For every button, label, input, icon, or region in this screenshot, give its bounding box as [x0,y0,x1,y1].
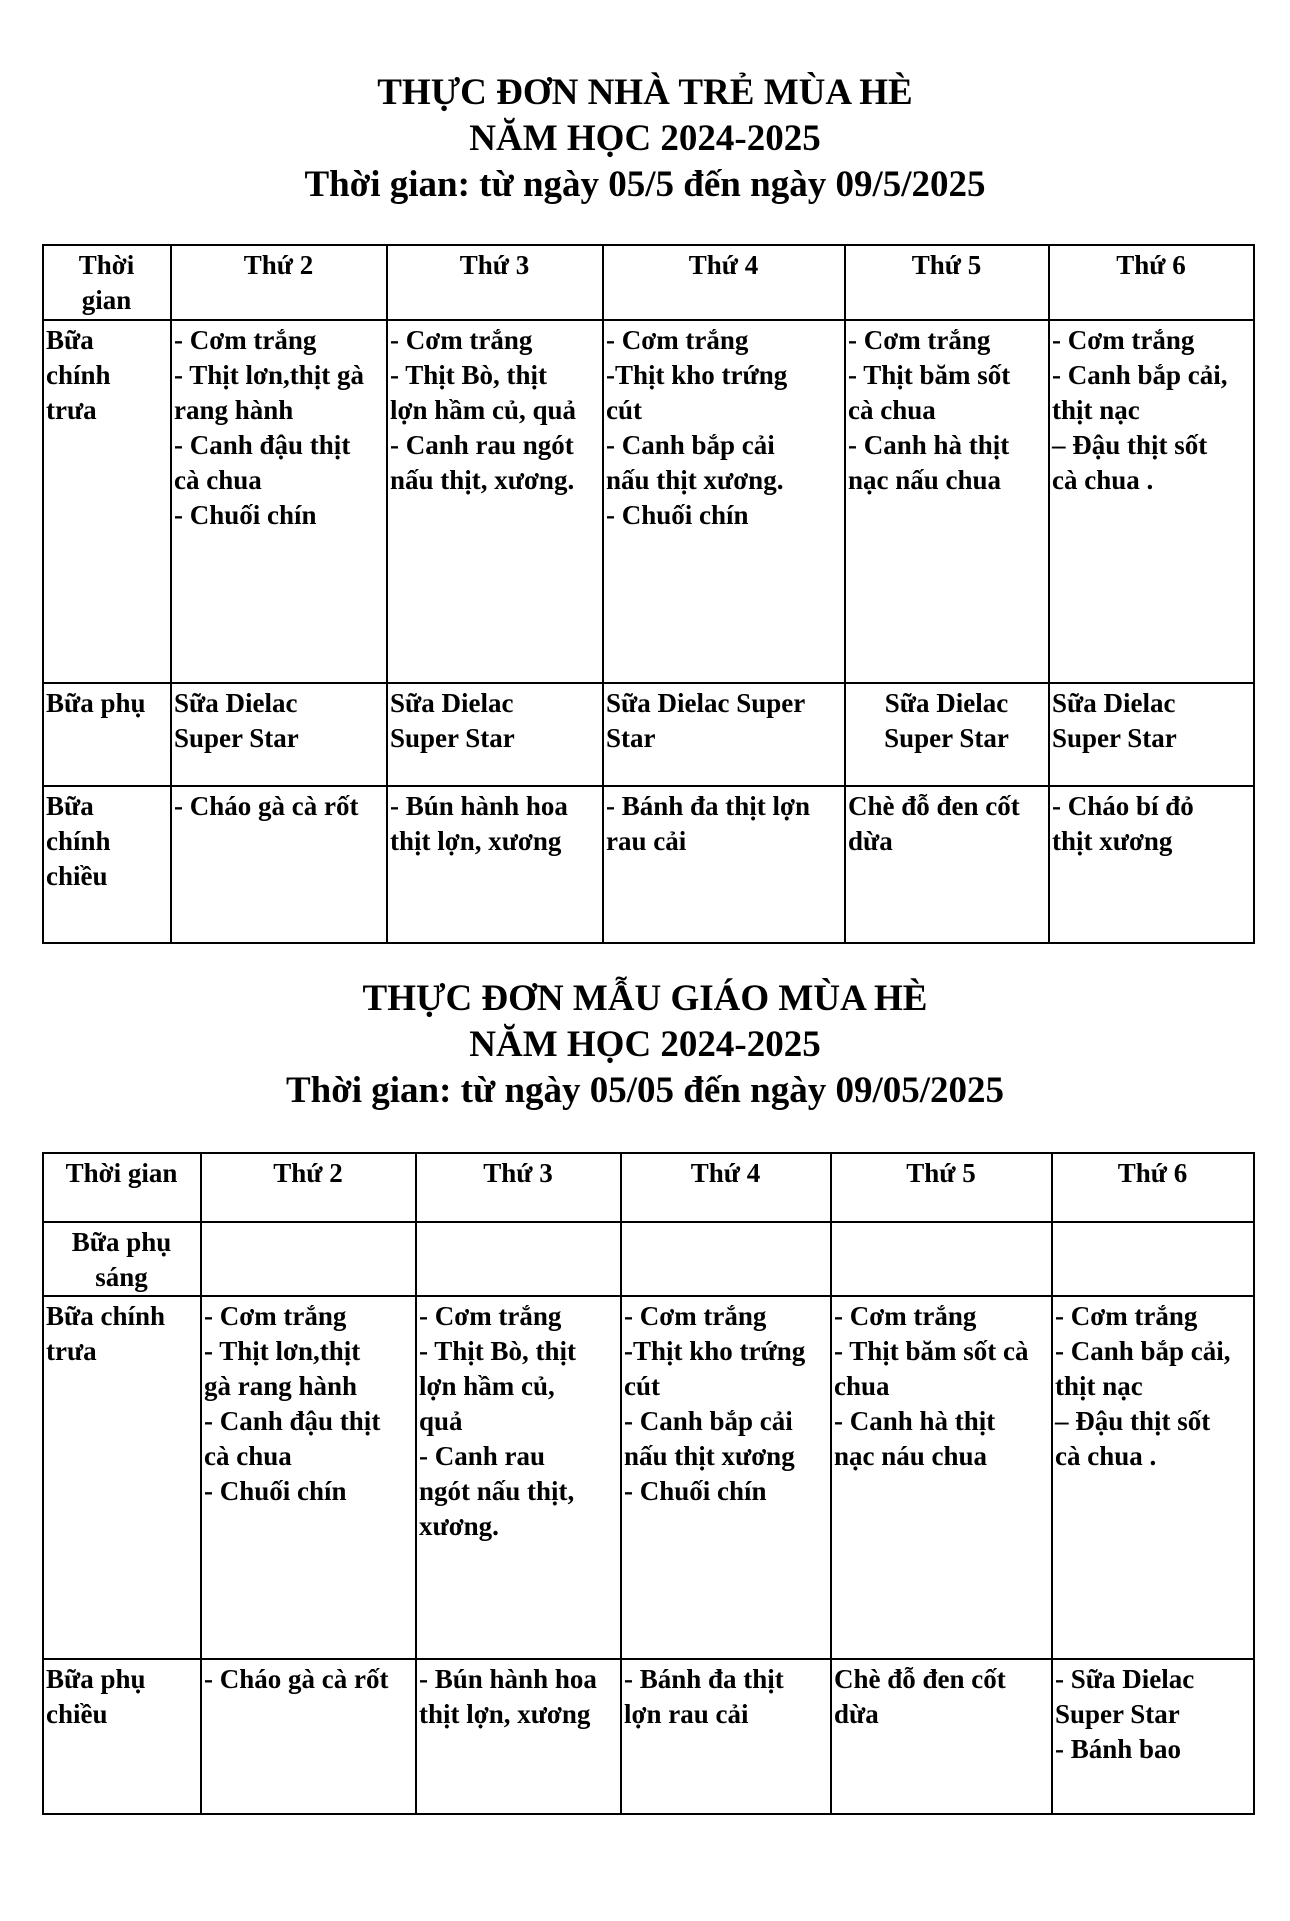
menu1-row-label: Bữa phụ [43,683,171,786]
menu2-title [0,976,1290,1114]
menu1-cell: - Cơm trắng - Canh bắp cải, thịt nạc – Đậu thịt sốt cà chua . [1049,320,1254,683]
menu1-cell: - Cơm trắng - Thịt lơn,thịt gà rang hành - Canh đậu thịt cà chua - Chuối chín [171,320,387,683]
menu2-title-line-1: THỰC ĐƠN MẪU GIÁO MÙA HÈ [362,978,928,1019]
menu1-row-lunch [43,320,1254,683]
menu1-header-day: Thứ 3 [387,245,603,320]
menu1-cell: Sữa Dielac Super Star [845,683,1049,786]
menu1-cell: - Bánh đa thịt lợn rau cải [603,786,845,943]
menu1-title-line-3: Thời gian: từ ngày 05/5 đến ngày 09/5/2025 [304,164,986,205]
menu2-row-lunch [43,1296,1254,1659]
menu1-cell: Sữa Dielac Super Star [603,683,845,786]
menu1-row-label: Bữa chính trưa [43,320,171,683]
menu2-header-time: Thời gian [43,1153,201,1222]
menu1-cell: Sữa Dielac Super Star [171,683,387,786]
menu1-row-snack [43,683,1254,786]
menu2-cell: - Cơm trắng - Thịt Bò, thịt lợn hầm củ, quả - Canh rau ngót nấu thịt, xương. [416,1296,621,1659]
menu2-row-label: Bữa chính trưa [43,1296,201,1659]
menu1-title [0,70,1290,208]
menu2-cell: - Cơm trắng -Thịt kho trứng cút - Canh bắp cải nấu thịt xương - Chuối chín [621,1296,831,1659]
menu1-row-label: Bữa chính chiều [43,786,171,943]
menu2-cell [831,1222,1052,1296]
menu1-title-line-1: THỰC ĐƠN NHÀ TRẺ MÙA HÈ [377,72,913,113]
menu2-cell: - Cơm trắng - Thịt băm sốt cà chua - Canh hà thịt nạc náu chua [831,1296,1052,1659]
menu2-cell: - Bún hành hoa thịt lợn, xương [416,1659,621,1814]
menu1-cell: - Cháo gà cà rốt [171,786,387,943]
menu1-title-line-2: NĂM HỌC 2024-2025 [469,118,821,159]
menu2-cell [416,1222,621,1296]
menu1-header-row [43,245,1254,320]
menu2-title-line-2: NĂM HỌC 2024-2025 [469,1024,821,1065]
menu2-cell: Chè đỗ đen cốt dừa [831,1659,1052,1814]
menu2-cell [1052,1222,1254,1296]
menu1-cell: Sữa Dielac Super Star [387,683,603,786]
menu2-header-day: Thứ 3 [416,1153,621,1222]
menu1-header-day: Thứ 6 [1049,245,1254,320]
menu2-row-afternoon-snack [43,1659,1254,1814]
menu1-table [42,244,1255,944]
menu2-row-label: Bữa phụ sáng [43,1222,201,1296]
menu2-row-label: Bữa phụ chiều [43,1659,201,1814]
menu2-cell [201,1222,416,1296]
menu1-cell: - Bún hành hoa thịt lợn, xương [387,786,603,943]
menu1-header-day: Thứ 2 [171,245,387,320]
menu2-cell: - Cháo gà cà rốt [201,1659,416,1814]
menu2-row-morning-snack [43,1222,1254,1296]
menu1-cell: - Cơm trắng -Thịt kho trứng cút - Canh bắp cải nấu thịt xương. - Chuối chín [603,320,845,683]
menu2-table [42,1152,1255,1815]
menu1-cell: Sữa Dielac Super Star [1049,683,1254,786]
menu1-cell: - Cơm trắng - Thịt Bò, thịt lợn hầm củ, quả - Canh rau ngót nấu thịt, xương. [387,320,603,683]
menu1-cell: - Cơm trắng - Thịt băm sốt cà chua - Canh hà thịt nạc nấu chua [845,320,1049,683]
menu2-header-row [43,1153,1254,1222]
menu2-cell: - Bánh đa thịt lợn rau cải [621,1659,831,1814]
menu2-cell: - Cơm trắng - Thịt lơn,thịt gà rang hành - Canh đậu thịt cà chua - Chuối chín [201,1296,416,1659]
menu2-cell: - Sữa Dielac Super Star - Bánh bao [1052,1659,1254,1814]
menu1-header-time: Thời gian [43,245,171,320]
menu1-row-afternoon [43,786,1254,943]
menu2-cell: - Cơm trắng - Canh bắp cải, thịt nạc – Đậu thịt sốt cà chua . [1052,1296,1254,1659]
menu1-cell: - Cháo bí đỏ thịt xương [1049,786,1254,943]
menu2-header-day: Thứ 2 [201,1153,416,1222]
menu2-header-day: Thứ 6 [1052,1153,1254,1222]
menu2-cell [621,1222,831,1296]
menu1-header-day: Thứ 4 [603,245,845,320]
menu2-header-day: Thứ 5 [831,1153,1052,1222]
menu1-cell: Chè đỗ đen cốt dừa [845,786,1049,943]
menu2-title-line-3: Thời gian: từ ngày 05/05 đến ngày 09/05/2025 [285,1070,1005,1111]
menu1-header-day: Thứ 5 [845,245,1049,320]
menu2-header-day: Thứ 4 [621,1153,831,1222]
